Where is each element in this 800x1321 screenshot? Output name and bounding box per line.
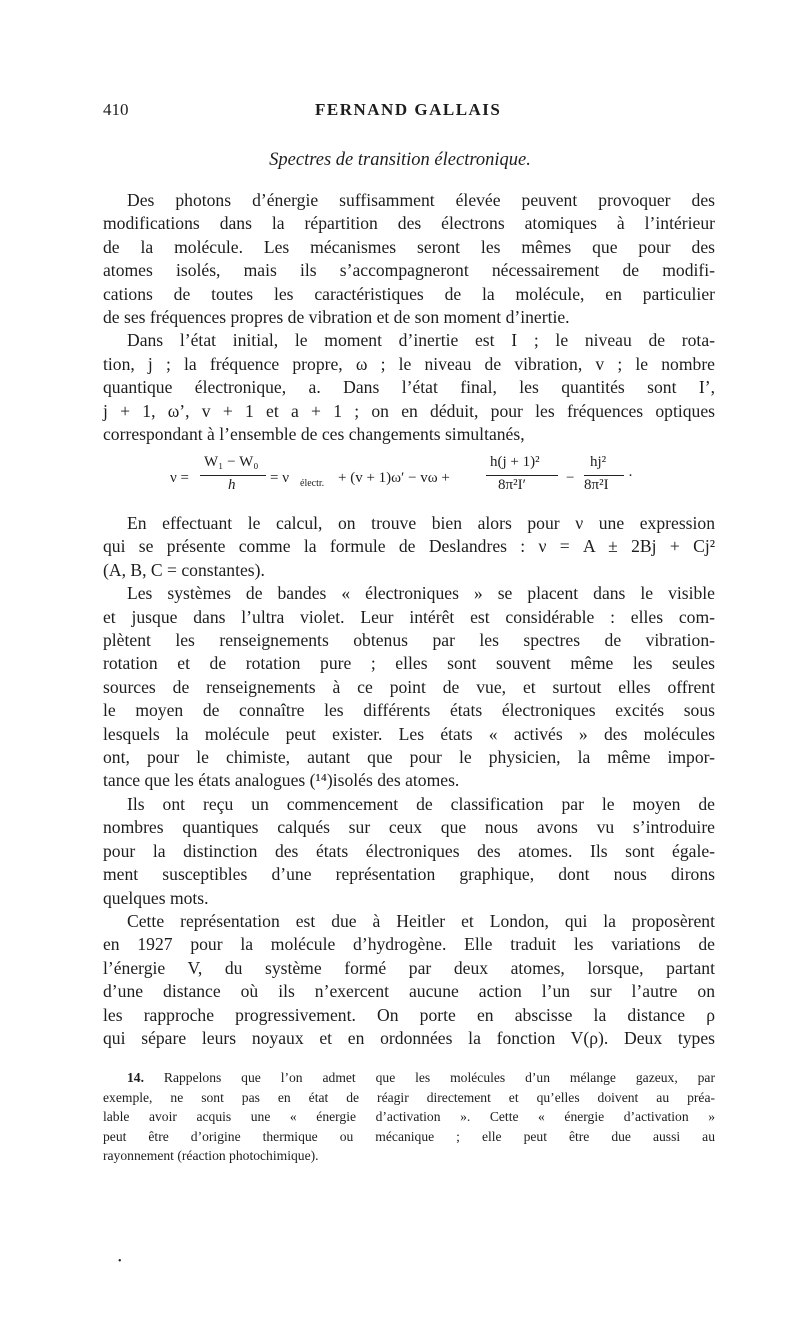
footnote-line: exemple, ne sont pas en état de réagir directement et qu’elles doivent au préa- xyxy=(103,1089,715,1105)
text-line: Des photons d’énergie suffisamment élevée peuvent provoquer des xyxy=(127,190,715,210)
eq-frac2-denominator: 8π²I′ xyxy=(498,477,526,493)
eq-subscript-electr: électr. xyxy=(300,478,325,489)
text-line: pour la distinction des états électroniques des atomes. Ils sont égale- xyxy=(103,840,715,861)
eq-frac2-numerator: h(j + 1)² xyxy=(490,454,540,470)
text-line: et jusque dans l’ultra violet. Leur intérêt est considérable : elles com- xyxy=(103,606,715,627)
text-line: Ils ont reçu un commencement de classification par le moyen de xyxy=(127,793,715,814)
text-line: les rapproche progressivement. On porte en abscisse la distance ρ xyxy=(103,1004,715,1025)
footnote-line xyxy=(103,1068,715,1088)
eq-frac1-denominator: h xyxy=(228,477,236,493)
text-line: En effectuant le calcul, on trouve bien alors pour ν une expression xyxy=(127,513,715,533)
text-line: ont, pour le chimiste, autant que pour le physicien, la même impor- xyxy=(103,747,715,768)
text-line: tion, j ; la fréquence propre, ω ; le niveau de vibration, v ; le nombre xyxy=(103,353,715,374)
footnote-line: rayonnement (réaction photochimique). xyxy=(103,1148,319,1163)
text-line: le moyen de connaître les différents états électroniques excités sous xyxy=(103,700,715,721)
eq-frac1-numerator: W₁ − W₀ xyxy=(204,454,259,470)
text-line: quantique électronique, a. Dans l’état final, les quantités sont I’, xyxy=(103,377,715,398)
text-line: en 1927 pour la molécule d’hydrogène. Elle traduit les variations de xyxy=(103,934,715,955)
text-line: j + 1, ω’, v + 1 et a + 1 ; on en déduit, pour les fréquences optiques xyxy=(103,400,715,421)
footnote-line: peut être d’origine thermique ou mécanique ; elle peut être due aussi au xyxy=(103,1128,715,1144)
text-line: atomes isolés, mais ils s’accompagneront nécessairement de modifi- xyxy=(103,260,715,281)
text-line: lesquels la molécule peut exister. Les états « activés » des molécules xyxy=(103,723,715,744)
eq-frac3-denominator: 8π²I xyxy=(584,477,609,493)
section-title: Spectres de transition électronique. xyxy=(269,150,531,170)
text-line: sources de renseignements à ce point de vue, et surtout elles offrent xyxy=(103,676,715,697)
footnote-text: Rappelons que l’on admet que les molécules d’un mélange gazeux, par xyxy=(163,1070,715,1085)
text-line: Les systèmes de bandes « électroniques » se placent dans le visible xyxy=(127,583,715,604)
text-line: modifications dans la répartition des électrons atomiques à l’intérieur xyxy=(103,213,715,234)
text-line: d’une distance où ils n’exercent aucune action l’un sur l’autre on xyxy=(103,981,715,1002)
text-line: cations de toutes les caractéristiques de la molécule, en particulier xyxy=(103,283,715,304)
text-line: qui sépare leurs noyaux et en ordonnées la fonction V(ρ). Deux types xyxy=(103,1027,715,1048)
text-line: qui se présente comme la formule de Deslandres : ν = A ± 2Bj + Cj² xyxy=(103,536,715,557)
eq-lhs: ν = xyxy=(170,470,189,486)
text-line: de la molécule. Les mécanismes seront les mêmes que pour des xyxy=(103,236,715,257)
text-line: l’énergie V, du système formé par deux atomes, lorsque, partant xyxy=(103,957,715,978)
eq-middle-terms: + (v + 1)ω′ − vω + xyxy=(338,470,450,486)
eq-end-dot: · xyxy=(628,468,633,484)
frequency-equation xyxy=(170,452,650,508)
running-title-author: FERNAND GALLAIS xyxy=(315,100,502,119)
text-line: de ses fréquences propres de vibration et de son moment d’inertie. xyxy=(103,307,570,328)
text-line: Cette représentation est due à Heitler et London, qui la proposèrent xyxy=(127,910,715,931)
footnote-line: lable avoir acquis une « énergie d’activation ». Cette « énergie d’activation » xyxy=(103,1109,715,1124)
fraction-bar xyxy=(584,475,624,476)
text-line: tance que les états analogues (¹⁴)isolés des atomes. xyxy=(103,770,460,791)
text-line: Dans l’état initial, le moment d’inertie est I ; le niveau de rota- xyxy=(127,330,715,351)
text-line: quelques mots. xyxy=(103,887,209,908)
running-header xyxy=(103,100,715,124)
fraction-bar xyxy=(200,475,266,476)
text-line: rotation et de rotation pure ; elles sont souvent même les seules xyxy=(103,653,715,674)
fraction-bar xyxy=(486,475,558,476)
text-line: nombres quantiques calqués sur ceux que nous avons vu s’introduire xyxy=(103,817,715,838)
paragraph-block-1 xyxy=(103,189,715,446)
eq-nu: = ν xyxy=(270,470,289,486)
page-number: 410 xyxy=(103,100,129,119)
stray-ink-mark: • xyxy=(118,1256,122,1267)
text-line: correspondant à l’ensemble de ces changements simultanés, xyxy=(103,424,525,445)
eq-minus: − xyxy=(566,470,575,486)
text-line: ment susceptibles d’une représentation graphique, dont nous dirons xyxy=(103,864,715,885)
footnote-number: 14. xyxy=(127,1070,144,1085)
footnote xyxy=(103,1068,715,1166)
eq-frac3-numerator: hj² xyxy=(590,454,607,470)
text-line: (A, B, C = constantes). xyxy=(103,559,265,580)
paragraph-block-2 xyxy=(103,512,715,1050)
text-line: plètent les renseignements obtenus par les spectres de vibration- xyxy=(103,630,715,651)
